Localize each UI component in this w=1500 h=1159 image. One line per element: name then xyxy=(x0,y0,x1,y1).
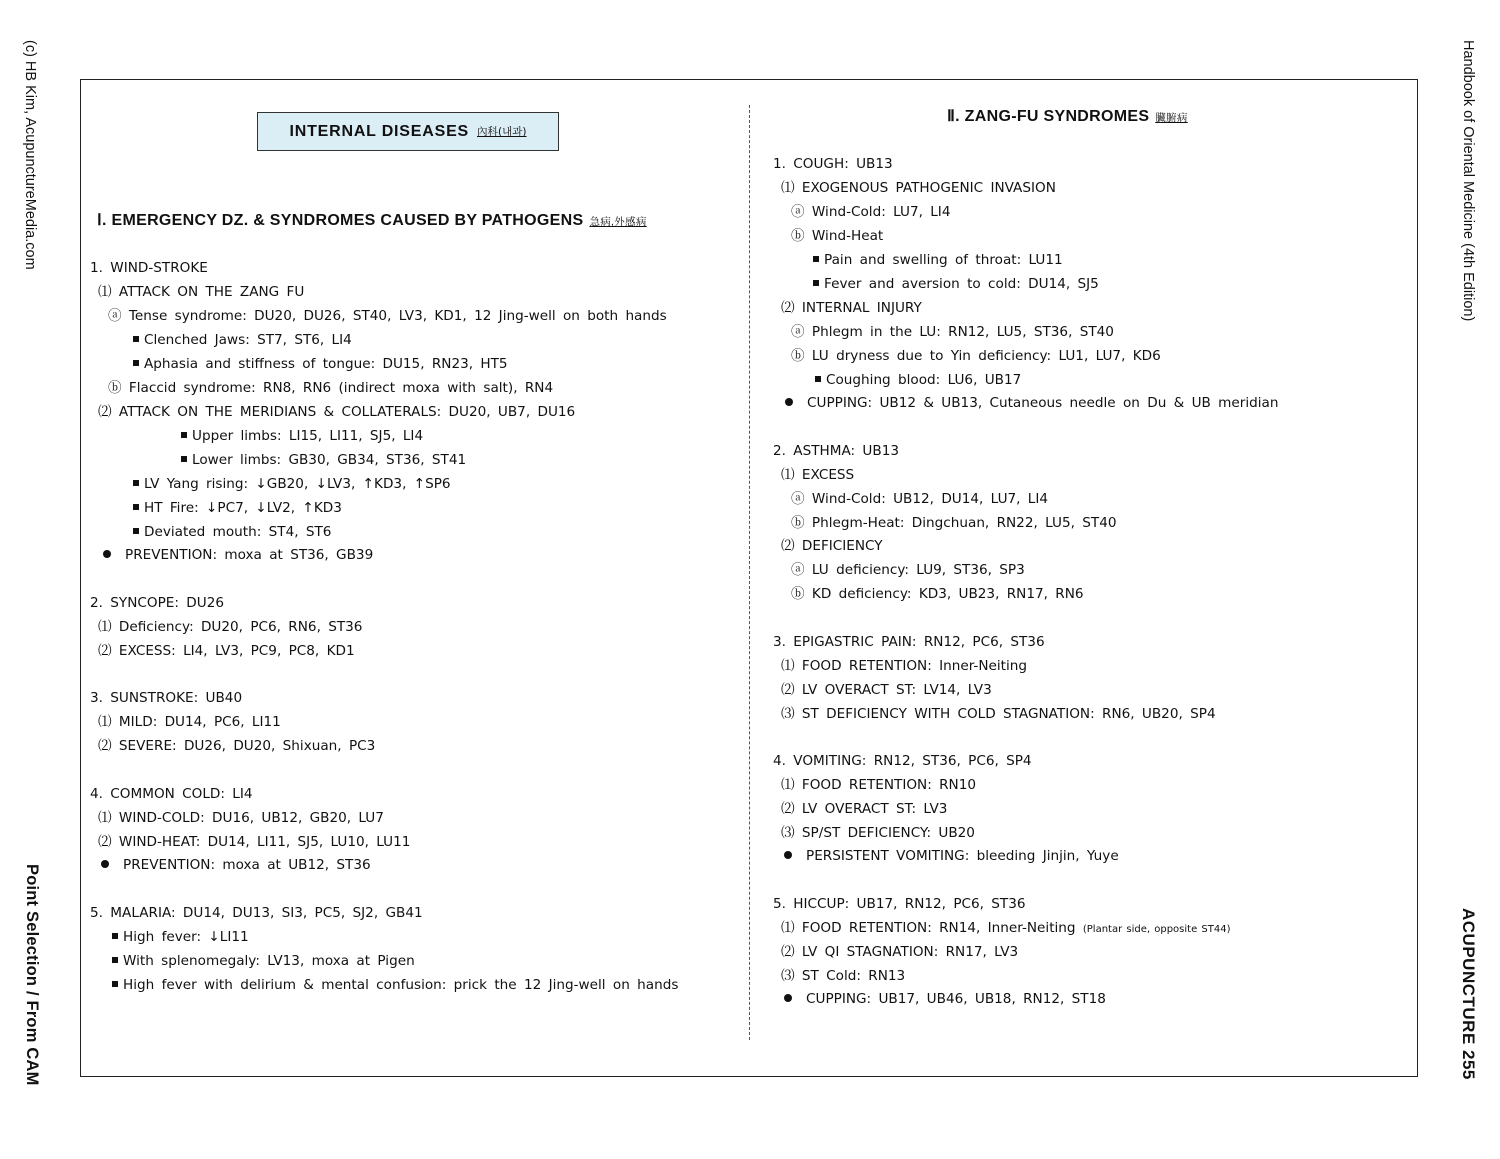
list-item: ⓐ Wind-Cold: LU7, LI4 xyxy=(791,204,951,220)
list-item: 5. HICCUP: UB17, RN12, PC6, ST36 xyxy=(773,896,1026,912)
list-item xyxy=(781,919,1231,939)
list-item: 1. COUGH: UB13 xyxy=(773,156,893,172)
list-item: 2. ASTHMA: UB13 xyxy=(773,443,900,459)
section-source: Point Selection / From CAM xyxy=(23,864,41,1086)
page-title: INTERNAL DISEASES xyxy=(289,122,470,140)
list-item: ⑴ ATTACK ON THE ZANG FU xyxy=(98,284,305,300)
list-item: High fever with delirium & mental confusion: prick the 12 Jing-well on hands xyxy=(112,976,678,994)
list-item: PERSISTENT VOMITING: bleeding Jinjin, Yuye xyxy=(784,847,1119,865)
list-item: ⓑ Wind-Heat xyxy=(791,228,884,244)
list-item: ⓐ Wind-Cold: UB12, DU14, LU7, LI4 xyxy=(791,491,1049,507)
list-item: ⑴ MILD: DU14, PC6, LI11 xyxy=(98,714,281,730)
list-item: ⓐ Phlegm in the LU: RN12, LU5, ST36, ST40 xyxy=(791,324,1114,340)
list-item: ⑴ FOOD RETENTION: RN10 xyxy=(781,777,977,793)
list-item: CUPPING: UB12 & UB13, Cutaneous needle on Du & UB meridian xyxy=(785,394,1279,412)
chapter-page: ACUPUNCTURE 255 xyxy=(1459,908,1478,1080)
list-item: CUPPING: UB17, UB46, UB18, RN12, ST18 xyxy=(784,990,1106,1008)
list-item: 3. EPIGASTRIC PAIN: RN12, PC6, ST36 xyxy=(773,634,1045,650)
column-divider xyxy=(749,105,750,1040)
list-item: Aphasia and stiffness of tongue: DU15, RN23, HT5 xyxy=(133,355,508,373)
book-title: Handbook of Oriental Medicine (4th Edition) xyxy=(1460,40,1476,322)
list-item: 1. WIND-STROKE xyxy=(90,260,208,276)
list-item: HT Fire: ↓PC7, ↓LV2, ↑KD3 xyxy=(133,499,342,517)
list-item: PREVENTION: moxa at UB12, ST36 xyxy=(101,856,371,874)
list-item: LV Yang rising: ↓GB20, ↓LV3, ↑KD3, ↑SP6 xyxy=(133,475,451,493)
list-item: 5. MALARIA: DU14, DU13, SI3, PC5, SJ2, GB41 xyxy=(90,905,423,921)
list-item: ⑵ ATTACK ON THE MERIDIANS & COLLATERALS: DU20, UB7, DU16 xyxy=(98,404,576,420)
list-item: Clenched Jaws: ST7, ST6, LI4 xyxy=(133,331,352,349)
list-item: Coughing blood: LU6, UB17 xyxy=(815,371,1021,389)
list-item: ⑵ SEVERE: DU26, DU20, Shixuan, PC3 xyxy=(98,738,376,754)
list-item-note: (Plantar side, opposite ST44) xyxy=(1082,924,1231,935)
list-item: High fever: ↓LI11 xyxy=(112,928,249,946)
list-item: ⑵ LV OVERACT ST: LV14, LV3 xyxy=(781,682,992,698)
list-item: 3. SUNSTROKE: UB40 xyxy=(90,690,243,706)
list-item: ⑵ WIND-HEAT: DU14, LI11, SJ5, LU10, LU11 xyxy=(98,834,411,850)
list-item: ⑵ INTERNAL INJURY xyxy=(781,300,922,316)
list-item: ⑶ SP/ST DEFICIENCY: UB20 xyxy=(781,825,975,841)
section-heading-right xyxy=(947,106,1188,126)
list-item: ⓑ KD deficiency: KD3, UB23, RN17, RN6 xyxy=(791,586,1084,602)
list-item: Pain and swelling of throat: LU11 xyxy=(813,251,1063,269)
list-item: ⑵ LV OVERACT ST: LV3 xyxy=(781,801,948,817)
list-item: ⑵ LV QI STAGNATION: RN17, LV3 xyxy=(781,944,1019,960)
list-item: 4. COMMON COLD: LI4 xyxy=(90,786,253,802)
page-title-box xyxy=(257,112,559,151)
list-item: ⓑ Flaccid syndrome: RN8, RN6 (indirect moxa with salt), RN4 xyxy=(108,380,554,396)
list-item: ⑶ ST Cold: RN13 xyxy=(781,968,906,984)
list-item: PREVENTION: moxa at ST36, GB39 xyxy=(103,546,373,564)
list-item: ⑴ FOOD RETENTION: Inner-Neiting xyxy=(781,658,1027,674)
list-item: Fever and aversion to cold: DU14, SJ5 xyxy=(813,275,1099,293)
list-item: ⓐ LU deficiency: LU9, ST36, SP3 xyxy=(791,562,1025,578)
list-item: ⓑ LU dryness due to Yin deficiency: LU1, LU7, KD6 xyxy=(791,348,1161,364)
list-item-main: ⑴ FOOD RETENTION: RN14, Inner-Neiting xyxy=(781,920,1076,936)
list-item: ⓐ Tense syndrome: DU20, DU26, ST40, LV3, KD1, 12 Jing-well on both hands xyxy=(108,308,667,324)
list-item: 2. SYNCOPE: DU26 xyxy=(90,595,224,611)
list-item: ⑵ EXCESS: LI4, LV3, PC9, PC8, KD1 xyxy=(98,643,355,659)
section-heading-right-cjk: 臟腑病 xyxy=(1155,112,1188,124)
list-item: Upper limbs: LI15, LI11, SJ5, LI4 xyxy=(181,427,423,445)
section-heading-right-text: Ⅱ. ZANG-FU SYNDROMES xyxy=(947,108,1150,125)
list-item: With splenomegaly: LV13, moxa at Pigen xyxy=(112,952,415,970)
list-item: Deviated mouth: ST4, ST6 xyxy=(133,523,331,541)
copyright-text: (c) HB Kim, AcupunctureMedia.com xyxy=(22,40,38,270)
list-item: ⑴ EXOGENOUS PATHOGENIC INVASION xyxy=(781,180,1056,196)
page-title-cjk: 內科(내과) xyxy=(477,126,527,138)
list-item: ⑴ WIND-COLD: DU16, UB12, GB20, LU7 xyxy=(98,810,384,826)
list-item: Lower limbs: GB30, GB34, ST36, ST41 xyxy=(181,451,466,469)
list-item: 4. VOMITING: RN12, ST36, PC6, SP4 xyxy=(773,753,1032,769)
list-item: ⑶ ST DEFICIENCY WITH COLD STAGNATION: RN6, UB20, SP4 xyxy=(781,706,1216,722)
section-heading-left xyxy=(97,210,647,230)
list-item: ⓑ Phlegm-Heat: Dingchuan, RN22, LU5, ST40 xyxy=(791,515,1117,531)
list-item: ⑴ EXCESS xyxy=(781,467,855,483)
section-heading-left-text: Ⅰ. EMERGENCY DZ. & SYNDROMES CAUSED BY PATHOGENS xyxy=(97,212,584,229)
list-item: ⑴ Deficiency: DU20, PC6, RN6, ST36 xyxy=(98,619,363,635)
section-heading-left-cjk: 急病,外感病 xyxy=(589,216,647,228)
list-item: ⑵ DEFICIENCY xyxy=(781,538,883,554)
